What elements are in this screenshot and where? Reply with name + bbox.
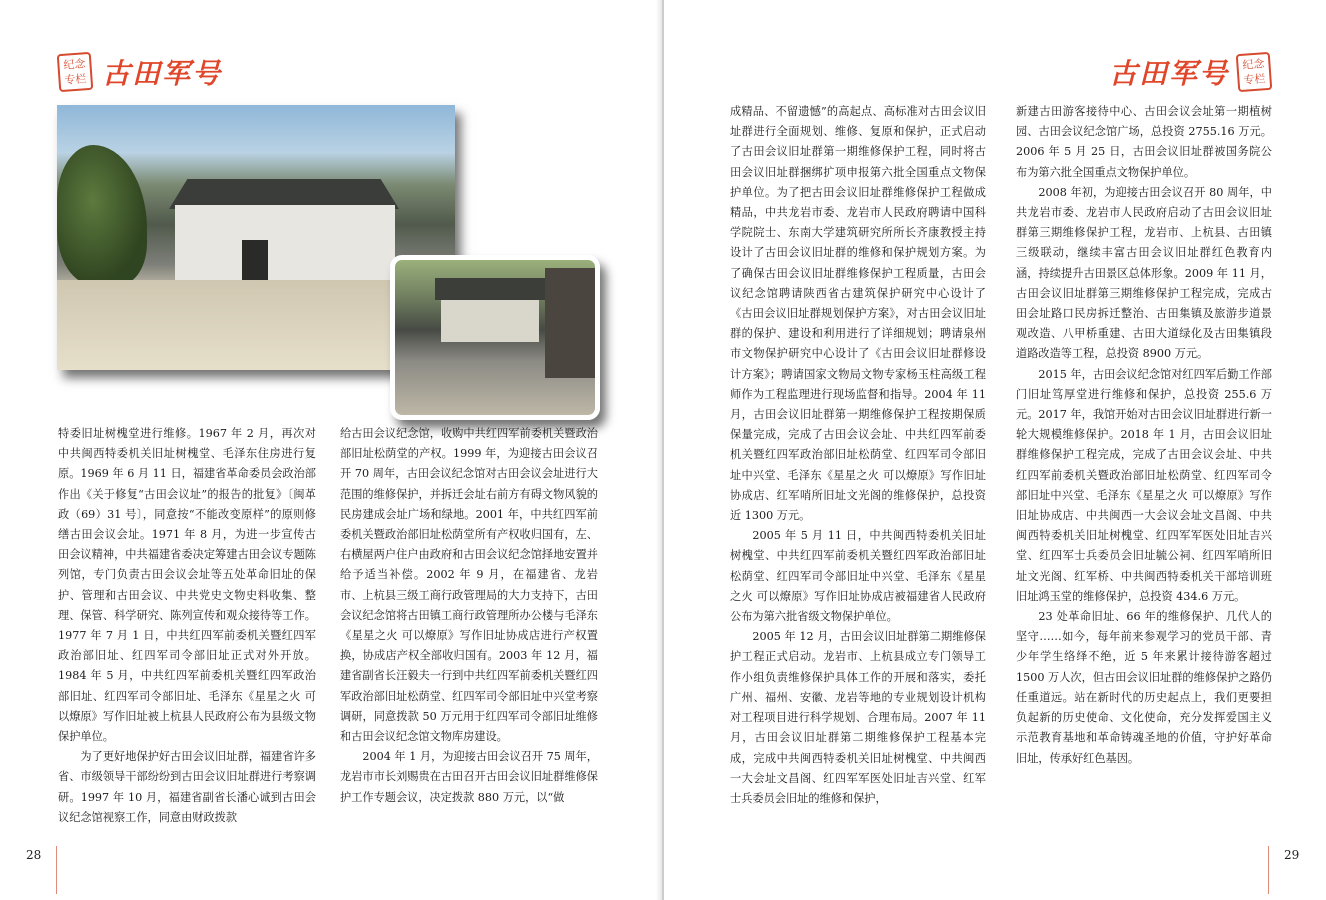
paragraph: 23 处革命旧址、66 年的维修保护、几代人的坚守……如今，每年前来参观学习的党员干部、青少年学生络绎不绝，近 5 年来累计接待游客超过 1500 万人次，但古田会议旧址群的维修保护之路仍任重道远。站在新时代的历史起点上，我们更要担负起新的历史使命、文化使命，充分发挥爱国主义示范教育基地和革命铸魂圣地的价值，守护好革命旧址，传承好红色基因。: [1016, 610, 1272, 765]
text-column-1: [58, 424, 316, 828]
tree-shape: [57, 145, 147, 285]
paragraph: 2005 年 12 月，古田会议旧址群第二期维修保护工程正式启动。龙岩市、上杭县成立专门领导工作小组负责维修保护具体工作的开展和落实，委托广州、福州、安徽、龙岩等地的专业规划设计机构对工程项目进行科学规划、合理布局。2007 年 11 月，古田会议旧址群第二期维修保护工程基本完成，完成中共闽西特委机关旧址树槐堂、中共闽西一大会址文昌阁、红四军军医处旧址吉兴堂、红军士兵委员会旧址的维修和保护，: [730, 630, 986, 805]
page-number-left: 28: [26, 848, 42, 862]
inset-roof: [435, 278, 545, 300]
text-column-3: [730, 102, 986, 809]
text-column-2: [340, 424, 598, 808]
footer-rule-right: [1268, 846, 1269, 894]
column-title-right: 古田军号: [1108, 57, 1229, 90]
inset-side-building: [545, 268, 595, 378]
inset-building: [441, 300, 539, 342]
paragraph: 2015 年，古田会议纪念馆对红四军后勤工作部门旧址笃厚堂进行维修和保护，总投资 255.6 万元。2017 年，我馆开始对古田会议旧址群进行新一轮大规模维修保护。2018 年 1 月，古田会议旧址群维修保护工程完成，完成了古田会议会址、中共红四军前委机关暨政治部旧址松荫堂、红四军司令部旧址中兴堂、毛泽东《星星之火 可以燎原》写作旧址协成店、中共闽西一大会议会址文昌阁、中共闽西特委机关旧址树槐堂、红四军军医处旧址吉兴堂、红四军士兵委员会旧址毓公祠、红四军哨所旧址文光阁、红军桥、中共闽西特委机关干部培训班旧址鸿玉堂的维修保护，总投资 434.6 万元。: [1016, 367, 1272, 603]
column-seal-right: 纪念专栏: [1236, 52, 1273, 92]
paragraph: 特委旧址树槐堂进行维修。1967 年 2 月，再次对中共闽西特委机关旧址树槐堂、毛泽东住房进行复原。1969 年 6 月 11 日，福建省革命委员会政治部作出《关于修复“古田会议址”的报告的批复》〔闽革政（69）31 号〕，同意按“不能改变原样”的原则修缮古田会议会址。1971 年 8 月，为进一步宣传古田会议精神，中共福建省委决定筹建古田会议专题陈列馆，专门负责古田会议会址等五处革命旧址的保护、管理和古田会议、中共党史文物史料收集、整理、保管、科学研究、陈列宣传和观众接待等工作。1977 年 7 月 1 日，中共红四军前委机关暨红四军政治部旧址、红四军司令部旧址正式对外开放。1984 年 5 月，中共红四军前委机关暨红四军政治部旧址、红四军司令部旧址、毛泽东《星星之火 可以燎原》写作旧址被上杭县人民政府公布为县级文物保护单位。: [58, 427, 316, 744]
paragraph: 2005 年 5 月 11 日，中共闽西特委机关旧址树槐堂、中共红四军前委机关暨红四军政治部旧址松荫堂、红四军司令部旧址中兴堂、毛泽东《星星之火 可以燎原》写作旧址协成店被福建省人民政府公布为第六批省级文物保护单位。: [730, 529, 986, 624]
paragraph: 成精品、不留遗憾”的高起点、高标准对古田会议旧址群进行全面规划、维修、复原和保护，正式启动了古田会议旧址群第一期维修保护工程，同时将古田会议旧址群捆绑扩项申报第六批全国重点文物保护单位。为了把古田会议旧址群维修保护工程做成精品，中共龙岩市委、龙岩市人民政府聘请中国科学院院士、东南大学建筑研究所所长齐康教授主持设计了古田会议旧址群的维修和保护规划方案。为了确保古田会议旧址群维修保护工程质量，古田会议纪念馆聘请陕西省古建筑保护研究中心设计了《古田会议旧址群规划保护方案》，对古田会议旧址群的保护、建设和利用进行了详细规划；聘请泉州市文物保护研究中心设计了《古田会议旧址群修设计方案》；聘请国家文物局文物专家杨玉柱高级工程师作为工程监理进行现场监督和指导。2004 年 11 月，古田会议旧址群第一期维修保护工程按期保质保量完成，完成了古田会议会址、中共红四军前委机关暨红四军政治部旧址松荫堂、红四军司令部旧址中兴堂、毛泽东《星星之火 可以燎原》写作旧址协成店、红军哨所旧址文光阁的维修保护，总投资近 1300 万元。: [730, 105, 986, 523]
paragraph: 新建古田游客接待中心、古田会议会址第一期植树园、古田会议纪念馆广场，总投资 2755.16 万元。2006 年 5 月 25 日，古田会议旧址群被国务院公布为第六批全国重点文物保护单位。: [1016, 105, 1272, 179]
text-column-4: [1016, 102, 1272, 769]
header-right: [1109, 52, 1271, 92]
paragraph: 为了更好地保护好古田会议旧址群，福建省许多省、市级领导干部纷纷到古田会议旧址群进行考察调研。1997 年 10 月，福建省副省长潘心诚到古田会议纪念馆视察工作，同意由财政拨款: [58, 750, 316, 824]
footer-rule-left: [56, 846, 57, 894]
column-title-left: 古田军号: [102, 57, 223, 90]
page-number-right: 29: [1284, 848, 1300, 862]
inset-photo: [390, 255, 600, 420]
building-wall: [175, 205, 395, 284]
paragraph: 2004 年 1 月，为迎接古田会议召开 75 周年，龙岩市市长刘赐贵在古田召开古田会议旧址群维修保护工作专题会议，决定拨款 880 万元，以“做: [340, 750, 598, 804]
building-door: [242, 240, 268, 280]
paragraph: 2008 年初，为迎接古田会议召开 80 周年，中共龙岩市委、龙岩市人民政府启动了古田会议旧址群第三期维修保护工程，龙岩市、上杭县、古田镇三级联动，继续丰富古田会议旧址群红色教育内涵，持续提升古田景区总体形象。2009 年 11 月，古田会议旧址群第三期维修保护工程完成，完成古田会址路口民房拆迁整治、古田集镇及旅游步道景观改造、八甲桥重建、古田大道绿化及古田集镇段道路改造等工程，总投资 8900 万元。: [1016, 185, 1272, 361]
left-page: [0, 0, 662, 900]
right-page: [664, 0, 1326, 900]
paragraph: 给古田会议纪念馆，收购中共红四军前委机关暨政治部旧址松荫堂的产权。1999 年，为迎接古田会议召开 70 周年，古田会议纪念馆对古田会议会址进行大范围的维修保护，并拆迁会址右前方有碍文物风貌的民房建成会址广场和绿地。2001 年，中共红四军前委机关暨政治部旧址松荫堂所有产权收归国有，左、右横屋两户住户由政府和古田会议纪念馆择地安置并给予适当补偿。2002 年 9 月，在福建省、龙岩市、上杭县三级工商行政管理局的大力支持下，古田会议纪念馆将古田镇工商行政管理所办公楼与毛泽东《星星之火 可以燎原》写作旧址协成店进行产权置换，协成店产权全部收归国有。2003 年 12 月，福建省副省长汪毅夫一行到中共红四军前委机关暨红四军政治部旧址松荫堂、红四军司令部旧址中兴堂考察调研，同意拨款 50 万元用于红四军司令部旧址维修和古田会议纪念馆文物库房建设。: [340, 427, 598, 744]
column-seal-left: 纪念专栏: [57, 52, 94, 92]
header-left: [58, 52, 222, 92]
